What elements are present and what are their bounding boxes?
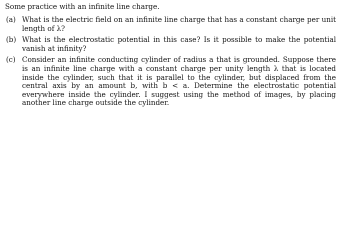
item-label-b: (b) (6, 35, 17, 45)
item-text-c: Consider an infinite conducting cylinder of radius a that is grounded. Suppose there is an infinite line charge with a constant charge per unity length λ that is located inside the cylinder, such that it is parallel to the cylinder, but displaced from the central axis by an amount b, with b < a. Determine the electrostatic potential everywhere inside the cylinder. I suggest using the method of images, by placing another line charge outside the cylinder. (22, 55, 336, 108)
item-label-a: (a) (6, 15, 16, 25)
document-page (5, 3, 336, 111)
item-label-c: (c) (6, 55, 16, 65)
list-item-a (5, 16, 336, 33)
intro-text: Some practice with an infinite line charge. (5, 2, 160, 11)
item-text-a: What is the electric field on an infinite line charge that has a constant charge per unit length of λ? (22, 15, 336, 33)
list-item-b (5, 36, 336, 53)
item-text-b: What is the electrostatic potential in this case? Is it possible to make the potential vanish at infinity? (22, 35, 336, 53)
list-item-c (5, 56, 336, 108)
